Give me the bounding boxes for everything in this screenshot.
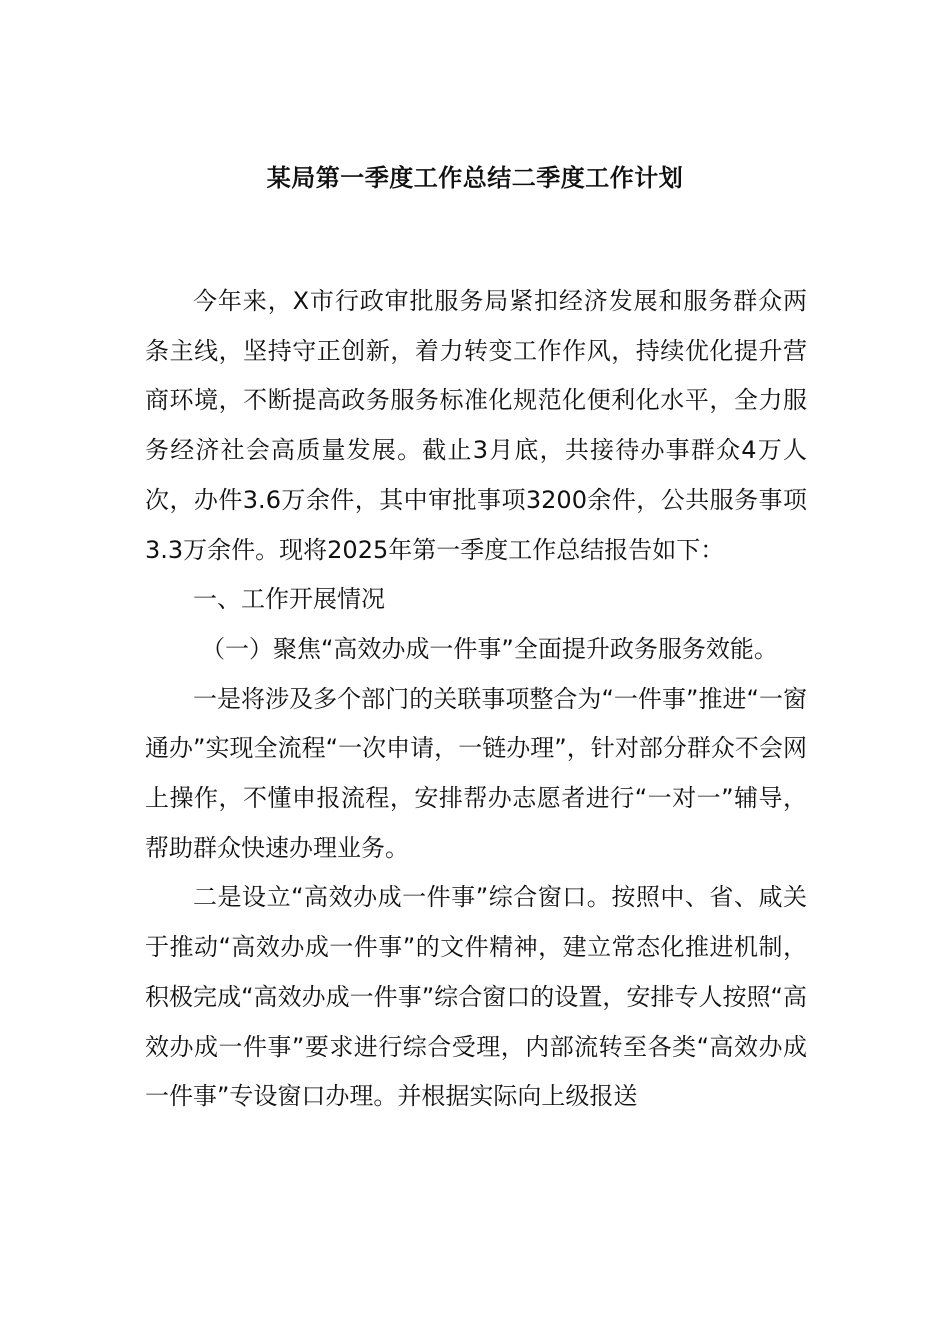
- document-title: 某局第一季度工作总结二季度工作计划: [266, 164, 684, 192]
- intro-paragraph: 今年来，X市行政审批服务局紧扣经济发展和服务群众两条主线，坚持守正创新，着力转变工作作风，持续优化提升营商环境，不断提高政务服务标准化规范化便利化水平，全力服务经济社会高质量发展。截止3月底，共接待办事群众4万人次，办件3.6万余件，其中审批事项3200余件，公共服务事项3.3万余件。现将2025年第一季度工作总结报告如下：: [145, 287, 807, 564]
- document-body: [145, 277, 807, 1122]
- body-paragraph-first-point: 一是将涉及多个部门的关联事项整合为“一件事”推进“一窗通办”实现全流程“一次申请，一链办理”，针对部分群众不会网上操作，不懂申报流程，安排帮办志愿者进行“一对一”辅导，帮助群众快速办理业务。: [145, 684, 807, 862]
- section-heading: 一、工作开展情况: [193, 585, 385, 614]
- body-paragraph-second-point: 二是设立“高效办成一件事”综合窗口。按照中、省、咸关于推动“高效办成一件事”的文件精神，建立常态化推进机制，积极完成“高效办成一件事”综合窗口的设置，安排专人按照“高效办成一件事”要求进行综合受理，内部流转至各类“高效办成一件事”专设窗口办理。并根据实际向上级报送: [145, 883, 807, 1111]
- subsection-heading: （一）聚焦“高效办成一件事”全面提升政务服务效能。: [201, 634, 778, 663]
